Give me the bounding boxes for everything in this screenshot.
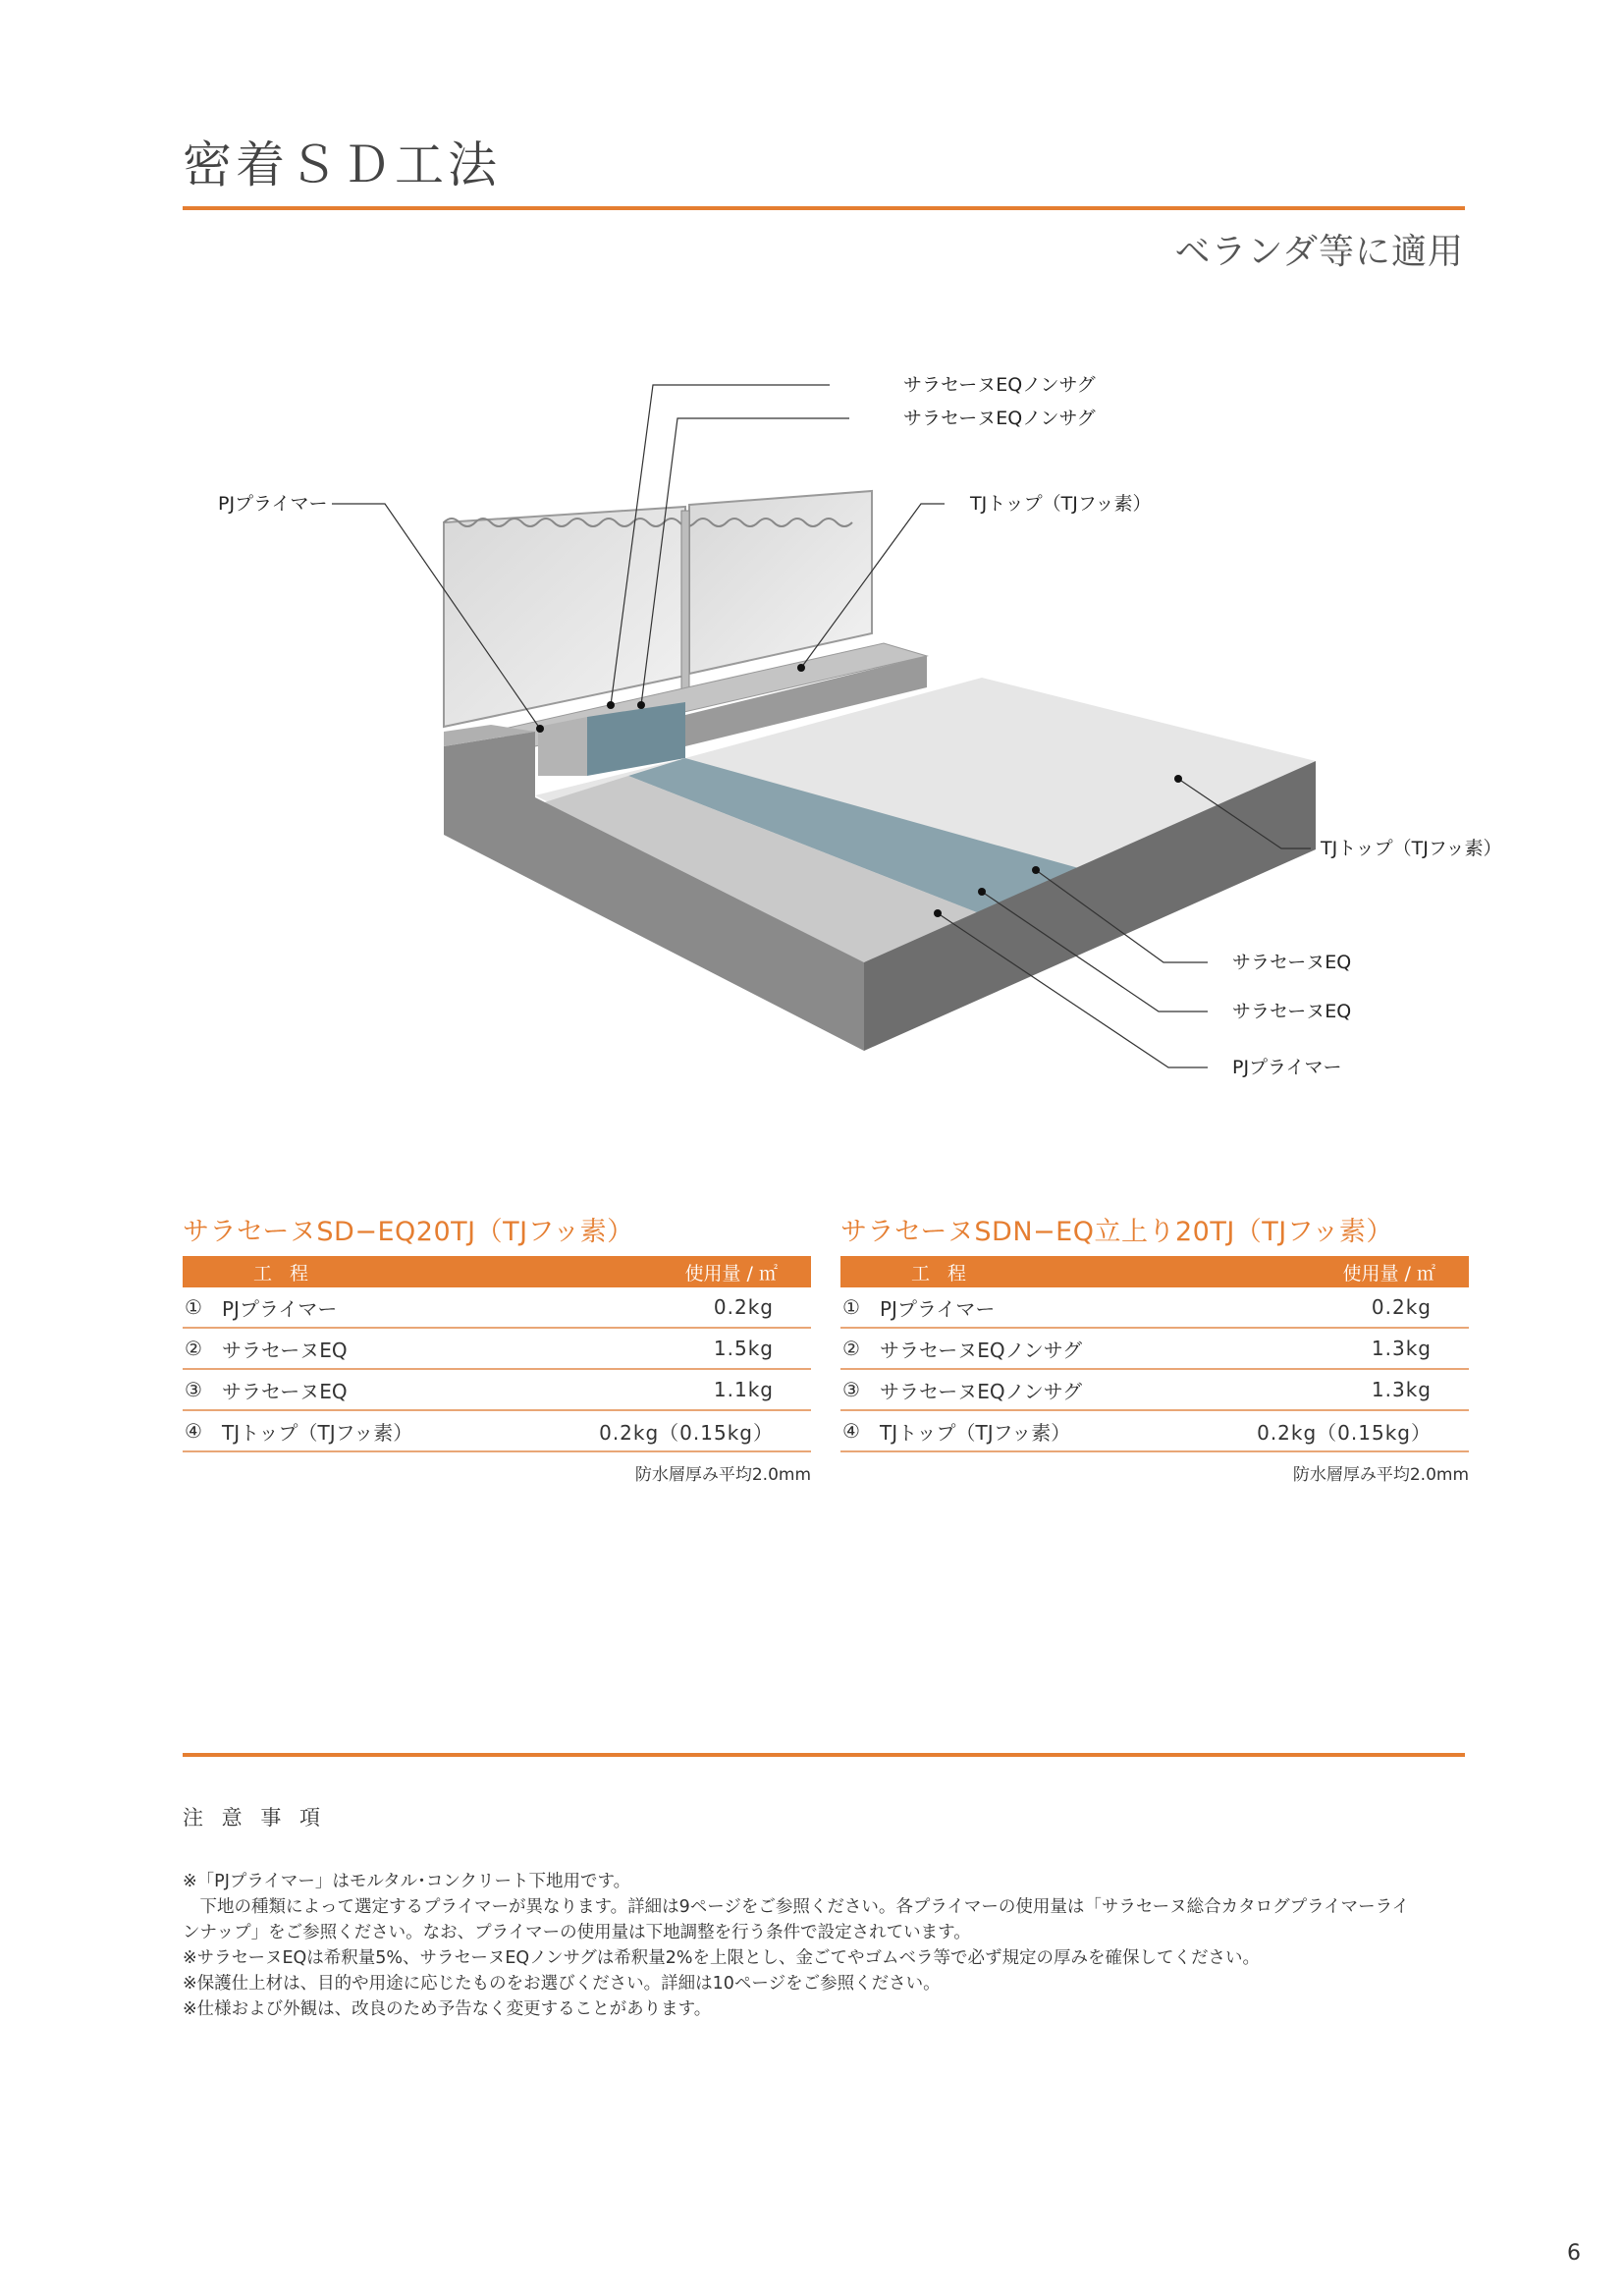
table-row <box>183 1370 811 1411</box>
row-amount: 1.1kg <box>713 1378 774 1401</box>
row-name: サラセーヌEQ <box>222 1379 348 1403</box>
label-nonsag-second: サラセーヌEQノンサグ <box>903 408 1096 429</box>
layer-diagram <box>0 334 1623 1120</box>
table-row <box>840 1329 1469 1370</box>
table-row <box>840 1370 1469 1411</box>
row-number: ① <box>185 1295 202 1319</box>
page-title: 密着ＳＤ工法 <box>183 137 501 193</box>
header-usage: 使用量 / ㎡ <box>1342 1262 1435 1285</box>
row-amount: 0.2kg <box>1371 1295 1432 1319</box>
label-eq-first: サラセーヌEQ <box>1232 952 1352 973</box>
row-number: ② <box>842 1337 860 1360</box>
table-header <box>840 1256 1469 1287</box>
row-name: サラセーヌEQノンサグ <box>880 1338 1082 1362</box>
note-line: 下地の種類によって選定するプライマーが異なります。詳細は9ページをご参照ください。各プライマーの使用量は「サラセーヌ総合カタログプライマーライ <box>183 1897 1410 1917</box>
glass-panel-left <box>444 507 685 727</box>
wall-membrane-side <box>538 717 587 776</box>
page-number: 6 <box>1567 2241 1581 2266</box>
row-number: ④ <box>842 1419 860 1443</box>
spec-table-sdn <box>840 1210 1469 1485</box>
page-subtitle: ベランダ等に適用 <box>1174 232 1464 272</box>
note-line: ンナップ」をご参照ください。なお、プライマーの使用量は下地調整を行う条件で設定されています。 <box>183 1923 971 1942</box>
row-number: ③ <box>842 1378 860 1401</box>
row-amount: 1.3kg <box>1371 1378 1432 1401</box>
label-tjtop-wall: TJトップ（TJフッ素） <box>970 493 1152 515</box>
row-number: ③ <box>185 1378 202 1401</box>
note-line: ※仕様および外観は、改良のため予告なく変更することがあります。 <box>183 1999 712 2019</box>
header-process: 工 程 <box>253 1262 315 1285</box>
row-name: サラセーヌEQ <box>222 1338 348 1362</box>
row-number: ② <box>185 1337 202 1360</box>
header-usage: 使用量 / ㎡ <box>684 1262 778 1285</box>
row-amount: 0.2kg（0.15kg） <box>599 1420 774 1445</box>
notes-heading: 注 意 事 項 <box>183 1806 327 1830</box>
row-amount: 0.2kg <box>713 1295 774 1319</box>
header-process: 工 程 <box>911 1262 973 1285</box>
row-amount: 1.5kg <box>713 1337 774 1360</box>
table-row <box>183 1287 811 1329</box>
table-row <box>183 1329 811 1370</box>
note-line: ※「PJプライマー」はモルタル･コンクリート下地用です。 <box>183 1872 631 1891</box>
label-primer-wall: PJプライマー <box>218 493 328 515</box>
row-name: サラセーヌEQノンサグ <box>880 1379 1082 1403</box>
row-amount: 0.2kg（0.15kg） <box>1257 1420 1432 1445</box>
note-line: ※保護仕上材は、目的や用途に応じたものをお選びください。詳細は10ページをご参照ください。 <box>183 1974 941 1994</box>
table-title: サラセーヌSDN−EQ立上り20TJ（TJフッ素） <box>840 1217 1393 1247</box>
label-nonsag-top: サラセーヌEQノンサグ <box>903 374 1096 396</box>
row-number: ① <box>842 1295 860 1319</box>
row-name: PJプライマー <box>222 1296 338 1321</box>
title-divider <box>183 206 1465 210</box>
rail-post <box>681 511 689 697</box>
table-note: 防水層厚み平均2.0mm <box>1292 1465 1469 1485</box>
row-name: TJトップ（TJフッ素） <box>880 1420 1071 1445</box>
label-primer-floor: PJプライマー <box>1232 1057 1342 1078</box>
label-tjtop-floor: TJトップ（TJフッ素） <box>1321 838 1502 859</box>
row-name: TJトップ（TJフッ素） <box>222 1420 413 1445</box>
table-row <box>840 1411 1469 1452</box>
spec-table-sd <box>183 1210 811 1485</box>
label-eq-second: サラセーヌEQ <box>1232 1001 1352 1022</box>
table-note: 防水層厚み平均2.0mm <box>634 1465 811 1485</box>
notes-divider <box>183 1753 1465 1757</box>
table-header <box>183 1256 811 1287</box>
row-name: PJプライマー <box>880 1296 996 1321</box>
notes-body <box>183 1869 1469 2022</box>
table-title: サラセーヌSD−EQ20TJ（TJフッ素） <box>183 1217 634 1247</box>
note-line: ※サラセーヌEQは希釈量5%、サラセーヌEQノンサグは希釈量2%を上限とし、金ごてやゴムベラ等で必ず規定の厚みを確保してください。 <box>183 1948 1261 1968</box>
glass-panel-right <box>689 491 872 674</box>
row-number: ④ <box>185 1419 202 1443</box>
table-row <box>840 1287 1469 1329</box>
table-row <box>183 1411 811 1452</box>
row-amount: 1.3kg <box>1371 1337 1432 1360</box>
